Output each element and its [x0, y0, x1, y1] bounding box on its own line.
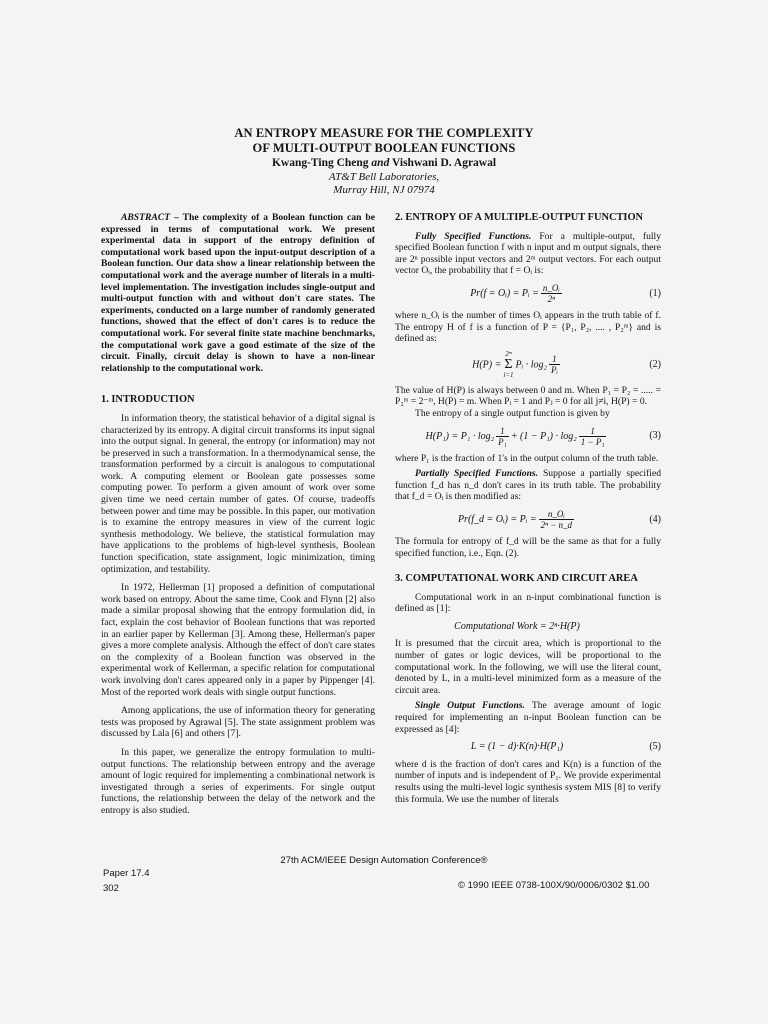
section2-paragraph-5: where P₁ is the fraction of 1's in the output column of the truth table. [395, 452, 659, 464]
intro-paragraph-2: In 1972, Hellerman [1] proposed a definition of computational work based on entropy. About the same time, Cook and Flynn [2] also made a similar proposal showing that the entropy formulation did, in fact, explain the cost behavior of Boolean functions that was reported in an earlier paper by Kellerman [3]. Among these, Hellerman's paper gives a more complete analysis. Although the effect of don't care states on the complexity of a Boolean function was observed in the experimental work of Kellerman, a specific relation for computational work involving don't cares appeared only in a paper by Pippenger [4]. Most of the reported work deals with single output functions. [101, 582, 375, 698]
intro-paragraph-4: In this paper, we generalize the entropy formulation to multi-output functions. The relationship between entropy and the average amount of logic required for implementing a combinational network is investigated through a series of experiments. For single output functions, the relationship between the delay of the network and the entropy is also studied. [101, 746, 375, 816]
equation-1: Pr(f = Oᵢ) = Pᵢ = $\frac{\text{n\_Oᵢ}}{\text{2ⁿ}}$ (1) [470, 282, 661, 304]
equation-3: H(P₁) = P₁ · log₂ $\frac{1}{\text{P₁}}$ + (1 − P₁) · log₂ $\frac{1}{\text{1 − P₁}}$ (3) [425, 425, 661, 447]
section2-paragraph-1: Fully Specified Functions. For a multiple-output, fully specified Boolean function f with n input and m output signals, there are 2ⁿ possible input vectors and 2ᵐ output vectors. For each output vector Oᵢ, the probability that f = Oᵢ is: [395, 230, 661, 277]
section-heading-entropy: 2. ENTROPY OF A MULTIPLE-OUTPUT FUNCTION [395, 212, 644, 223]
section2-paragraph-7: The formula for entropy of f_d will be the same as that for a fully specified function, i.e., Eqn. (2). [395, 535, 661, 559]
equation-2-number: (2) [649, 358, 661, 370]
runin-single-output: Single Output Functions. [415, 700, 525, 712]
author-1: Kwang-Ting Cheng [271, 157, 369, 169]
section2-paragraph-4: The entropy of a single output function is given by [415, 407, 610, 419]
equation-5-number: (5) [649, 741, 661, 753]
section-heading-computational-work: 3. COMPUTATIONAL WORK AND CIRCUIT AREA [395, 573, 638, 585]
paper-number: Paper 17.4 302 [103, 868, 150, 894]
conference-footer: 27th ACM/IEEE Design Automation Conference® [280, 855, 488, 866]
section3-paragraph-1: Computational work in an n-input combinational function is defined as [1]: [395, 591, 661, 615]
paper-title-line-1: AN ENTROPY MEASURE FOR THE COMPLEXITY [234, 126, 534, 140]
affiliation-line-1: AT&T Bell Laboratories, [328, 171, 440, 183]
author-2: Vishwani D. Agrawal [392, 157, 497, 169]
right-column [395, 212, 661, 805]
abstract-text: – The complexity of a Boolean function can be expressed in terms of computational work. We present experimental data in support of the entropy definition of computational work based upon the input-output description of a Boolean function. Our data show a linear relationship between the computational work and the average number of literals in a multi-level implementation. The investigation includes single-output and multi-output function with and without don't care states. The experiments, conducted on a large number of randomly generated functions, showed that the effect of don't cares is to reduce the computational work. For several finite state machine benchmarks, the computational work gave a good estimate of the size of the circuit. Finally, circuit delay is shown to have a non-linear relationship to the computational work. [101, 212, 375, 374]
runin-partially-specified: Partially Specified Functions. [415, 468, 539, 480]
intro-paragraph-1: In information theory, the statistical behavior of a digital signal is characterized by its entropy. A digital circuit transforms its input signal into the output signal. In general, the entropy (or information) may not be preserved in such a transformation. In a thermodynamical sense, the transformation performed by a circuit is analogous to computational work. A computing element or Boolean gate possesses some computing power. To perform a given amount of work over some given time we need certain number of gates. Of course, tradeoffs between power and time may be possible. In this paper, our motivation is to examine the entropy measures in view of the current logic synthesis methodology. We believe, the statistical formulation may have applications to the problems of high-level synthesis, Boolean function specification, state assignment, logic minimization, timing optimization, and testability. [101, 412, 375, 575]
section3-paragraph-3: Single Output Functions. The average amount of logic required for implementing an n-input Boolean function can be expressed as [4]: [395, 700, 661, 735]
affiliation-line-2: Murray Hill, NJ 07974 [333, 184, 435, 196]
title-block [0, 126, 768, 197]
abstract [101, 212, 375, 374]
section3-paragraph-2: It is presumed that the circuit area, which is proportional to the number of gates or logic devices, will be proportional to the computational work. In the following, we will use the literal count, denoted by L, in a multi-level minimized form as a measure of the circuit area. [395, 638, 661, 696]
copyright-notice: © 1990 IEEE 0738-100X/90/0006/0302 $1.00 [458, 880, 650, 891]
section3-paragraph-4: where d is the fraction of don't cares and K(n) is a function of the number of inputs and is independent of P₁. We provide experimental results using the multi-level logic synthesis system MIS [8] to verify this formula. We use the number of literals [395, 758, 661, 805]
authors [0, 156, 768, 171]
equation-computational-work: Computational Work = 2ⁿ·H(P) [454, 620, 580, 632]
abstract-label: ABSTRACT [121, 212, 171, 223]
section-heading-introduction: 1. INTRODUCTION [101, 394, 195, 406]
author-conjunction: and [371, 157, 390, 169]
equation-2: H(P) = 2ᵐ Σ i=1 Pᵢ · log₂ $\frac{1}{\text{Pᵢ}}$ (2) [472, 349, 661, 379]
section2-paragraph-2: where n_Oᵢ is the number of times Oᵢ appears in the truth table of f. The entropy H of f is a function of P = {P₁, P₂, .... , P₂ᵐ} and is defined as: [395, 309, 661, 345]
section2-paragraph-6: Partially Specified Functions. Suppose a partially specified function f_d has n_d don't cares in its truth table. The probability that f_d = Oᵢ is then modified as: [395, 468, 662, 503]
paper-title-line-2: OF MULTI-OUTPUT BOOLEAN FUNCTIONS [252, 140, 516, 155]
runin-fully-specified: Fully Specified Functions. [415, 230, 532, 242]
equation-4-number: (4) [649, 513, 661, 525]
intro-paragraph-3: Among applications, the use of information theory for generating tests was proposed by Agrawal [5]. The state assignment problem was discussed by Lala [6] and others [7]. [101, 705, 375, 740]
section2-paragraph-3: The value of H(P) is always between 0 and m. When P₁ = P₂ = ..... = P₂ᵐ = 2⁻ᵐ, H(P) = m. When Pᵢ = 1 and Pⱼ = 0 for all j≠i, H(P) = 0. [395, 384, 661, 408]
left-column [101, 212, 375, 817]
page-number: 302 [103, 883, 119, 894]
equation-4: Pr(f_d = Oᵢ) = Pᵢ = $\frac{\text{n\_Oᵢ}}{\text{2ⁿ − n\_d}}$ (4) [457, 508, 661, 530]
equation-5: L = (1 − d)·K(n)·H(P₁) (5) [470, 741, 661, 753]
equation-3-number: (3) [649, 430, 661, 442]
equation-1-number: (1) [649, 287, 661, 299]
